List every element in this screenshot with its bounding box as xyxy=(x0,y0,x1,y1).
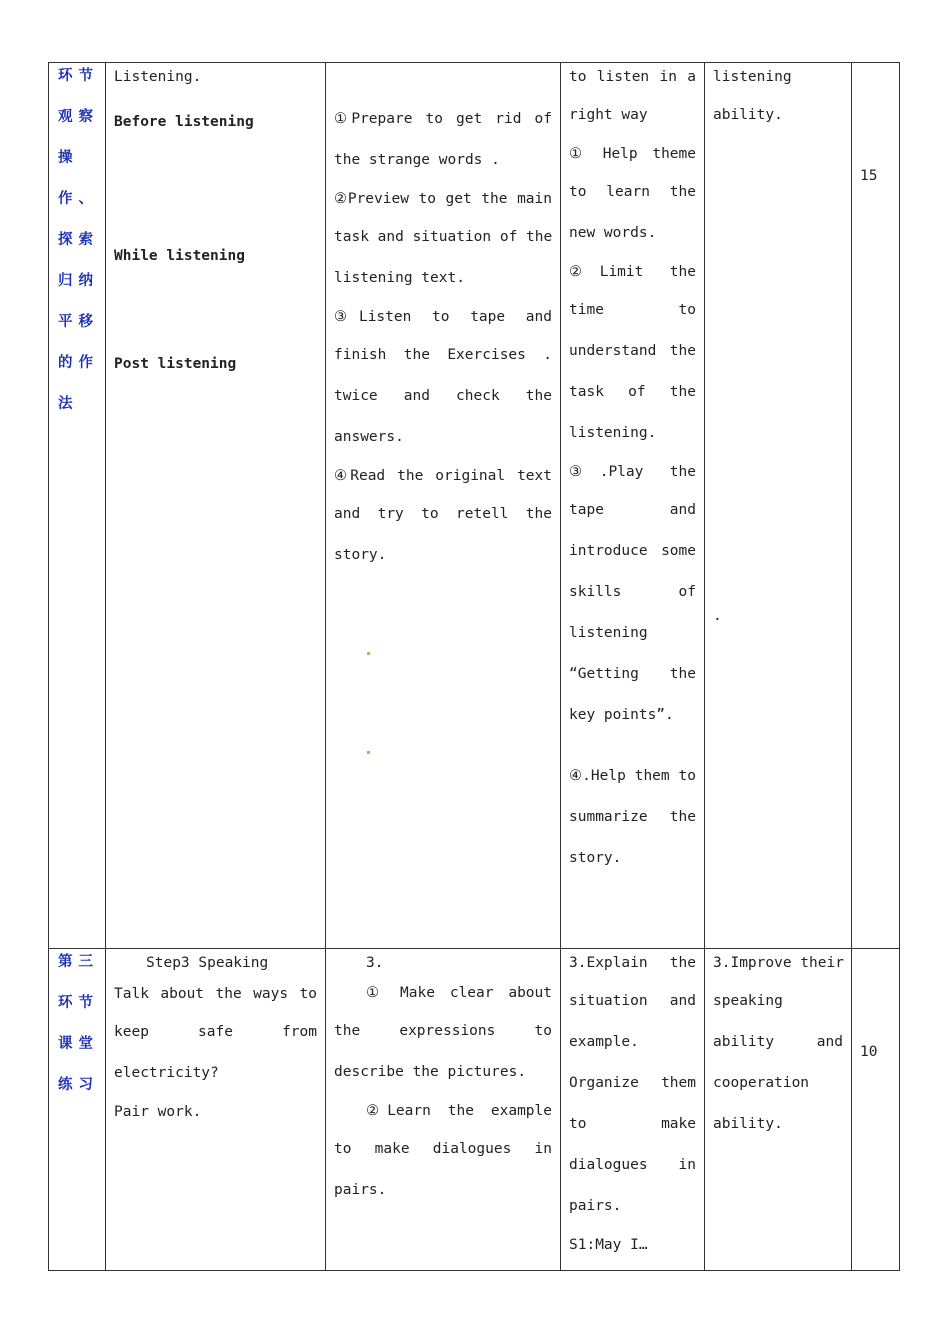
teacher-line: situation and xyxy=(569,993,696,1009)
teacher-line: key points”. xyxy=(569,707,674,723)
teacher-line: new words. xyxy=(569,225,657,241)
phase-before-listening: Before listening xyxy=(114,114,254,130)
content-line: Step3 Speaking xyxy=(146,955,269,971)
teacher-line: to learn the xyxy=(569,184,696,200)
content-cell xyxy=(106,949,326,1271)
stage-label: 课堂 xyxy=(58,1036,99,1052)
student-line: the strange words . xyxy=(334,152,500,168)
teacher-line: ④.Help them to xyxy=(569,768,696,784)
stage-cell xyxy=(49,949,106,1271)
table-row xyxy=(49,949,900,1271)
teacher-line: story. xyxy=(569,850,622,866)
student-line: ②Learn the example xyxy=(366,1103,552,1119)
student-line: pairs. xyxy=(334,1182,387,1198)
stage-label: 法 xyxy=(58,396,79,412)
teacher-line: task of the xyxy=(569,384,696,400)
teacher-line: listening. xyxy=(569,425,657,441)
student-line: answers. xyxy=(334,429,404,445)
stage-label: 环节 xyxy=(58,68,99,84)
student-line: finish the Exercises . xyxy=(334,347,552,363)
phase-post-listening: Post listening xyxy=(114,356,237,372)
teacher-line: right way xyxy=(569,107,648,123)
student-line: ① Make clear about xyxy=(366,985,552,1001)
student-line: and try to retell the xyxy=(334,506,552,522)
content-line: Talk about the ways to xyxy=(114,986,317,1002)
stage-label: 第三 xyxy=(58,954,99,970)
teacher-line: skills of xyxy=(569,584,696,600)
student-line: describe the pictures. xyxy=(334,1064,527,1080)
student-line: to make dialogues in xyxy=(334,1141,552,1157)
student-line: story. xyxy=(334,547,387,563)
teacher-line: ②Limit the xyxy=(569,264,696,280)
purpose-line: ability. xyxy=(713,1116,783,1132)
stage-cell xyxy=(49,63,106,949)
teacher-line: summarize the xyxy=(569,809,696,825)
purpose-line: ability and xyxy=(713,1034,843,1050)
student-line: ②Preview to get the main xyxy=(334,191,552,207)
teacher-line: 3.Explain the xyxy=(569,955,696,971)
student-activity-cell xyxy=(326,949,561,1271)
teacher-line: pairs. xyxy=(569,1198,622,1214)
purpose-cell xyxy=(705,63,852,949)
content-line: electricity? xyxy=(114,1065,219,1081)
table-row xyxy=(49,63,900,949)
teacher-activity-cell xyxy=(561,949,705,1271)
teacher-line: tape and xyxy=(569,502,696,518)
purpose-line: listening xyxy=(713,69,792,85)
stage-label: 观察 xyxy=(58,109,99,125)
purpose-line: speaking xyxy=(713,993,783,1009)
time-cell xyxy=(852,949,900,1271)
stage-label: 作、 xyxy=(58,191,99,207)
purpose-line: cooperation xyxy=(713,1075,810,1091)
teacher-line: ③.Play the xyxy=(569,464,696,480)
phase-while-listening: While listening xyxy=(114,248,245,264)
purpose-line: 3.Improve their xyxy=(713,955,844,971)
teacher-line: example. xyxy=(569,1034,639,1050)
stage-label: 的作 xyxy=(58,355,99,371)
content-line: keep safe from xyxy=(114,1024,317,1040)
time-minutes: 10 xyxy=(860,1044,878,1060)
stage-label: 操 xyxy=(58,150,79,166)
teacher-line: understand the xyxy=(569,343,696,359)
time-cell xyxy=(852,63,900,949)
teacher-activity-cell xyxy=(561,63,705,949)
purpose-line: . xyxy=(713,608,722,624)
teacher-line: time to xyxy=(569,302,696,318)
student-line: twice and check the xyxy=(334,388,552,404)
stage-label: 环节 xyxy=(58,995,99,1011)
teacher-line: S1:May I… xyxy=(569,1237,648,1253)
teacher-line: “Getting the xyxy=(569,666,696,682)
teacher-line: to listen in a xyxy=(569,69,696,85)
student-line: the expressions to xyxy=(334,1023,552,1039)
content-line: Pair work. xyxy=(114,1104,202,1120)
teacher-line: Organize them xyxy=(569,1075,696,1091)
teacher-line: ① Help theme xyxy=(569,146,696,162)
student-line: task and situation of the xyxy=(334,229,553,245)
teacher-line: dialogues in xyxy=(569,1157,696,1173)
student-line: ③Listen to tape and xyxy=(334,309,552,325)
content-cell xyxy=(106,63,326,949)
speck-mark xyxy=(367,652,370,655)
stage-label: 归纳 xyxy=(58,273,99,289)
stage-label: 探索 xyxy=(58,232,99,248)
teacher-line: listening xyxy=(569,625,648,641)
stage-label: 练习 xyxy=(58,1077,99,1093)
lesson-plan-table xyxy=(48,62,900,1271)
speck-mark xyxy=(367,751,370,754)
student-line: 3. xyxy=(366,955,384,971)
student-line: ①Prepare to get rid of xyxy=(334,111,552,127)
teacher-line: to make xyxy=(569,1116,696,1132)
stage-label: 平移 xyxy=(58,314,99,330)
teacher-line: introduce some xyxy=(569,543,696,559)
content-intro: Listening. xyxy=(114,69,202,85)
purpose-line: ability. xyxy=(713,107,783,123)
student-line: listening text. xyxy=(334,270,465,286)
student-activity-cell xyxy=(326,63,561,949)
purpose-cell xyxy=(705,949,852,1271)
student-line: ④Read the original text xyxy=(334,468,552,484)
time-minutes: 15 xyxy=(860,168,878,184)
